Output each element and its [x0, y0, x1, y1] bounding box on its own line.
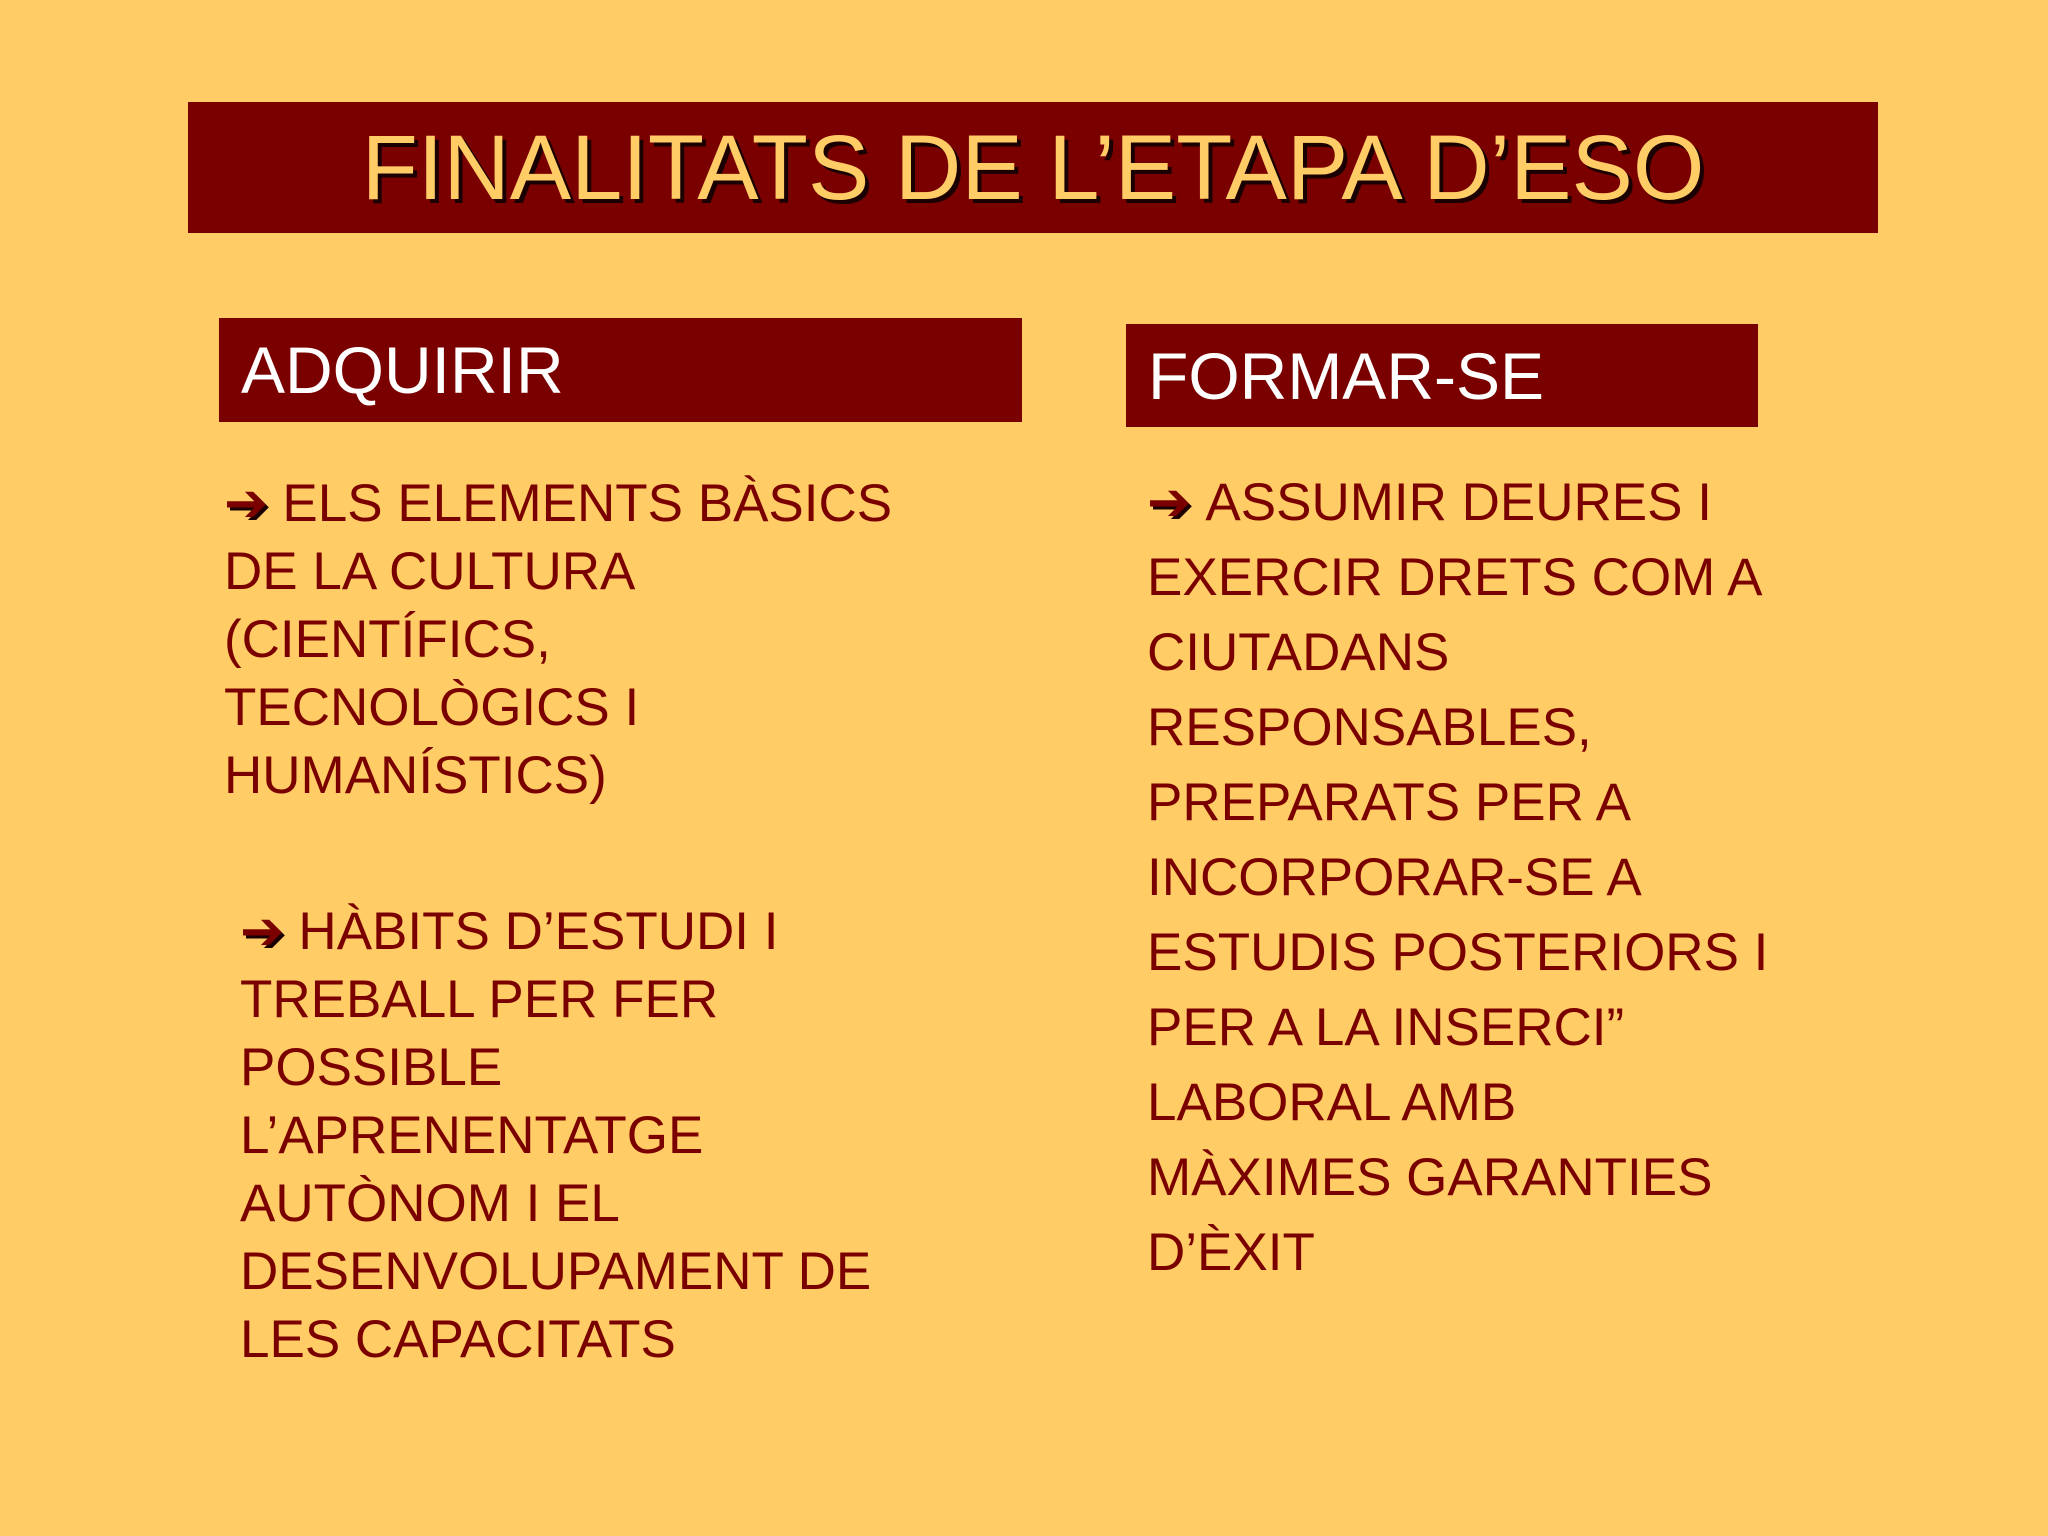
adquirir-item-study-habits: [240, 898, 1020, 1374]
adquirir-item-culture: [224, 470, 1004, 810]
arrow-right-icon: ➔: [240, 902, 285, 961]
slide-title: FINALITATS DE L’ETAPA D’ESO: [361, 116, 1705, 219]
title-bar: [188, 102, 1878, 233]
item-text: ELS ELEMENTS BÀSICS DE LA CULTURA (CIENTÍFICS, TECNOLÒGICS I HUMANÍSTICS): [224, 474, 893, 805]
column-header-formar-se: [1126, 324, 1758, 427]
arrow-right-icon: ➔: [224, 474, 269, 533]
item-text: HÀBITS D’ESTUDI I TREBALL PER FER POSSIBLE L’APRENENTATGE AUTÒNOM I EL DESENVOLUPAMENT DE LES CAPACITATS: [240, 902, 872, 1369]
column-header-adquirir: [219, 318, 1022, 422]
formar-se-item-citizenship: [1147, 465, 1867, 1290]
column-header-label: FORMAR-SE: [1148, 338, 1544, 413]
arrow-right-icon: ➔: [1147, 473, 1192, 532]
column-header-label: ADQUIRIR: [241, 333, 564, 407]
item-text: ASSUMIR DEURES I EXERCIR DRETS COM A CIUTADANS RESPONSABLES, PREPARATS PER A INCORPORAR-SE A ESTUDIS POSTERIORS I PER A LA INSERCI” LABORAL AMB MÀXIMES GARANTIES D’ÈXIT: [1147, 473, 1769, 1282]
